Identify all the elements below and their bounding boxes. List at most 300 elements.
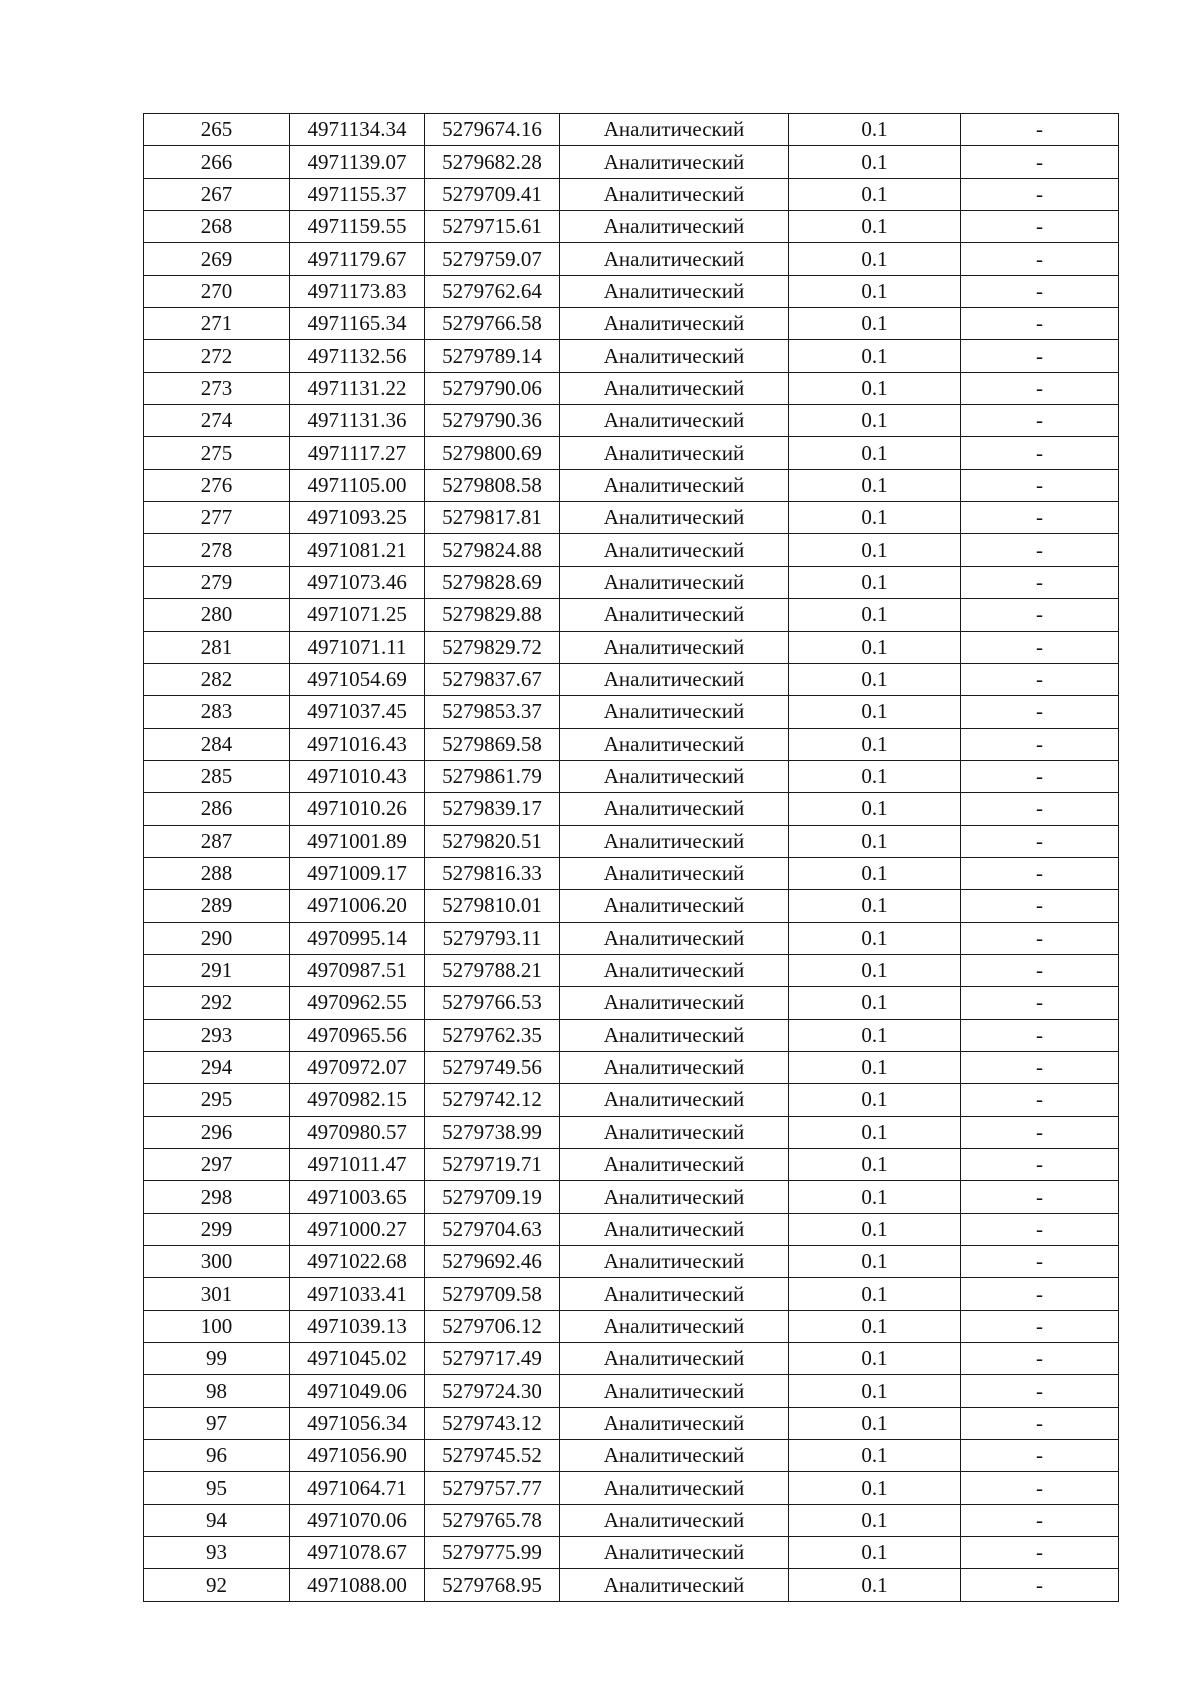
accuracy-cell: 0.1 bbox=[789, 1310, 961, 1342]
x-coordinate-cell: 4971010.26 bbox=[290, 793, 425, 825]
table-row bbox=[144, 631, 1119, 663]
method-cell: Аналитический bbox=[560, 1343, 789, 1375]
accuracy-cell: 0.1 bbox=[789, 1181, 961, 1213]
x-coordinate-cell: 4971088.00 bbox=[290, 1569, 425, 1601]
y-coordinate-cell: 5279869.58 bbox=[425, 728, 560, 760]
point-number-cell: 92 bbox=[144, 1569, 290, 1601]
point-number-cell: 267 bbox=[144, 178, 290, 210]
table-row bbox=[144, 1084, 1119, 1116]
y-coordinate-cell: 5279800.69 bbox=[425, 437, 560, 469]
point-number-cell: 297 bbox=[144, 1149, 290, 1181]
accuracy-cell: 0.1 bbox=[789, 1472, 961, 1504]
y-coordinate-cell: 5279717.49 bbox=[425, 1343, 560, 1375]
y-coordinate-cell: 5279861.79 bbox=[425, 760, 560, 792]
x-coordinate-cell: 4971131.22 bbox=[290, 372, 425, 404]
y-coordinate-cell: 5279790.36 bbox=[425, 405, 560, 437]
point-number-cell: 96 bbox=[144, 1440, 290, 1472]
point-number-cell: 93 bbox=[144, 1537, 290, 1569]
method-cell: Аналитический bbox=[560, 437, 789, 469]
method-cell: Аналитический bbox=[560, 308, 789, 340]
note-cell: - bbox=[961, 405, 1119, 437]
y-coordinate-cell: 5279790.06 bbox=[425, 372, 560, 404]
table-row bbox=[144, 308, 1119, 340]
method-cell: Аналитический bbox=[560, 1084, 789, 1116]
note-cell: - bbox=[961, 275, 1119, 307]
note-cell: - bbox=[961, 211, 1119, 243]
x-coordinate-cell: 4971132.56 bbox=[290, 340, 425, 372]
y-coordinate-cell: 5279808.58 bbox=[425, 469, 560, 501]
y-coordinate-cell: 5279793.11 bbox=[425, 922, 560, 954]
method-cell: Аналитический bbox=[560, 275, 789, 307]
x-coordinate-cell: 4970962.55 bbox=[290, 987, 425, 1019]
note-cell: - bbox=[961, 922, 1119, 954]
y-coordinate-cell: 5279709.41 bbox=[425, 178, 560, 210]
point-number-cell: 279 bbox=[144, 566, 290, 598]
note-cell: - bbox=[961, 890, 1119, 922]
note-cell: - bbox=[961, 1407, 1119, 1439]
method-cell: Аналитический bbox=[560, 599, 789, 631]
x-coordinate-cell: 4971049.06 bbox=[290, 1375, 425, 1407]
note-cell: - bbox=[961, 437, 1119, 469]
y-coordinate-cell: 5279775.99 bbox=[425, 1537, 560, 1569]
table-row bbox=[144, 405, 1119, 437]
method-cell: Аналитический bbox=[560, 405, 789, 437]
x-coordinate-cell: 4971045.02 bbox=[290, 1343, 425, 1375]
point-number-cell: 299 bbox=[144, 1213, 290, 1245]
table-row bbox=[144, 1440, 1119, 1472]
table-row bbox=[144, 1569, 1119, 1601]
table-row bbox=[144, 1213, 1119, 1245]
note-cell: - bbox=[961, 663, 1119, 695]
accuracy-cell: 0.1 bbox=[789, 1504, 961, 1536]
note-cell: - bbox=[961, 308, 1119, 340]
point-number-cell: 295 bbox=[144, 1084, 290, 1116]
note-cell: - bbox=[961, 1116, 1119, 1148]
point-number-cell: 275 bbox=[144, 437, 290, 469]
x-coordinate-cell: 4970965.56 bbox=[290, 1019, 425, 1051]
x-coordinate-cell: 4971117.27 bbox=[290, 437, 425, 469]
note-cell: - bbox=[961, 1440, 1119, 1472]
table-row bbox=[144, 1537, 1119, 1569]
table-row bbox=[144, 954, 1119, 986]
note-cell: - bbox=[961, 1084, 1119, 1116]
method-cell: Аналитический bbox=[560, 1310, 789, 1342]
note-cell: - bbox=[961, 372, 1119, 404]
note-cell: - bbox=[961, 760, 1119, 792]
accuracy-cell: 0.1 bbox=[789, 987, 961, 1019]
accuracy-cell: 0.1 bbox=[789, 437, 961, 469]
y-coordinate-cell: 5279766.53 bbox=[425, 987, 560, 1019]
accuracy-cell: 0.1 bbox=[789, 502, 961, 534]
point-number-cell: 292 bbox=[144, 987, 290, 1019]
method-cell: Аналитический bbox=[560, 857, 789, 889]
note-cell: - bbox=[961, 502, 1119, 534]
y-coordinate-cell: 5279759.07 bbox=[425, 243, 560, 275]
x-coordinate-cell: 4971022.68 bbox=[290, 1246, 425, 1278]
method-cell: Аналитический bbox=[560, 502, 789, 534]
y-coordinate-cell: 5279788.21 bbox=[425, 954, 560, 986]
table-row bbox=[144, 372, 1119, 404]
point-number-cell: 281 bbox=[144, 631, 290, 663]
x-coordinate-cell: 4971056.34 bbox=[290, 1407, 425, 1439]
method-cell: Аналитический bbox=[560, 1213, 789, 1245]
accuracy-cell: 0.1 bbox=[789, 275, 961, 307]
x-coordinate-cell: 4971006.20 bbox=[290, 890, 425, 922]
table-row bbox=[144, 1375, 1119, 1407]
note-cell: - bbox=[961, 1278, 1119, 1310]
accuracy-cell: 0.1 bbox=[789, 308, 961, 340]
accuracy-cell: 0.1 bbox=[789, 1343, 961, 1375]
note-cell: - bbox=[961, 243, 1119, 275]
y-coordinate-cell: 5279810.01 bbox=[425, 890, 560, 922]
point-number-cell: 298 bbox=[144, 1181, 290, 1213]
accuracy-cell: 0.1 bbox=[789, 857, 961, 889]
point-number-cell: 269 bbox=[144, 243, 290, 275]
point-number-cell: 286 bbox=[144, 793, 290, 825]
x-coordinate-cell: 4971081.21 bbox=[290, 534, 425, 566]
accuracy-cell: 0.1 bbox=[789, 954, 961, 986]
x-coordinate-cell: 4971000.27 bbox=[290, 1213, 425, 1245]
coordinates-table-body bbox=[144, 114, 1119, 1602]
method-cell: Аналитический bbox=[560, 1537, 789, 1569]
method-cell: Аналитический bbox=[560, 1149, 789, 1181]
note-cell: - bbox=[961, 793, 1119, 825]
accuracy-cell: 0.1 bbox=[789, 469, 961, 501]
point-number-cell: 272 bbox=[144, 340, 290, 372]
x-coordinate-cell: 4971131.36 bbox=[290, 405, 425, 437]
y-coordinate-cell: 5279762.64 bbox=[425, 275, 560, 307]
method-cell: Аналитический bbox=[560, 728, 789, 760]
accuracy-cell: 0.1 bbox=[789, 1213, 961, 1245]
table-row bbox=[144, 1310, 1119, 1342]
point-number-cell: 97 bbox=[144, 1407, 290, 1439]
accuracy-cell: 0.1 bbox=[789, 211, 961, 243]
x-coordinate-cell: 4971011.47 bbox=[290, 1149, 425, 1181]
table-row bbox=[144, 1051, 1119, 1083]
note-cell: - bbox=[961, 1375, 1119, 1407]
x-coordinate-cell: 4971064.71 bbox=[290, 1472, 425, 1504]
method-cell: Аналитический bbox=[560, 1278, 789, 1310]
point-number-cell: 289 bbox=[144, 890, 290, 922]
method-cell: Аналитический bbox=[560, 663, 789, 695]
point-number-cell: 100 bbox=[144, 1310, 290, 1342]
method-cell: Аналитический bbox=[560, 211, 789, 243]
x-coordinate-cell: 4971037.45 bbox=[290, 696, 425, 728]
y-coordinate-cell: 5279709.19 bbox=[425, 1181, 560, 1213]
method-cell: Аналитический bbox=[560, 1407, 789, 1439]
y-coordinate-cell: 5279743.12 bbox=[425, 1407, 560, 1439]
accuracy-cell: 0.1 bbox=[789, 631, 961, 663]
accuracy-cell: 0.1 bbox=[789, 372, 961, 404]
method-cell: Аналитический bbox=[560, 793, 789, 825]
y-coordinate-cell: 5279766.58 bbox=[425, 308, 560, 340]
table-row bbox=[144, 825, 1119, 857]
table-row bbox=[144, 211, 1119, 243]
note-cell: - bbox=[961, 1310, 1119, 1342]
y-coordinate-cell: 5279839.17 bbox=[425, 793, 560, 825]
point-number-cell: 296 bbox=[144, 1116, 290, 1148]
note-cell: - bbox=[961, 1213, 1119, 1245]
table-row bbox=[144, 987, 1119, 1019]
y-coordinate-cell: 5279829.88 bbox=[425, 599, 560, 631]
accuracy-cell: 0.1 bbox=[789, 728, 961, 760]
x-coordinate-cell: 4971071.25 bbox=[290, 599, 425, 631]
table-row bbox=[144, 663, 1119, 695]
x-coordinate-cell: 4970995.14 bbox=[290, 922, 425, 954]
accuracy-cell: 0.1 bbox=[789, 599, 961, 631]
point-number-cell: 270 bbox=[144, 275, 290, 307]
x-coordinate-cell: 4971056.90 bbox=[290, 1440, 425, 1472]
method-cell: Аналитический bbox=[560, 954, 789, 986]
x-coordinate-cell: 4970972.07 bbox=[290, 1051, 425, 1083]
table-row bbox=[144, 534, 1119, 566]
accuracy-cell: 0.1 bbox=[789, 178, 961, 210]
table-row bbox=[144, 114, 1119, 146]
x-coordinate-cell: 4970980.57 bbox=[290, 1116, 425, 1148]
x-coordinate-cell: 4971165.34 bbox=[290, 308, 425, 340]
y-coordinate-cell: 5279724.30 bbox=[425, 1375, 560, 1407]
point-number-cell: 95 bbox=[144, 1472, 290, 1504]
point-number-cell: 284 bbox=[144, 728, 290, 760]
method-cell: Аналитический bbox=[560, 1051, 789, 1083]
note-cell: - bbox=[961, 340, 1119, 372]
note-cell: - bbox=[961, 178, 1119, 210]
accuracy-cell: 0.1 bbox=[789, 760, 961, 792]
point-number-cell: 288 bbox=[144, 857, 290, 889]
table-row bbox=[144, 340, 1119, 372]
accuracy-cell: 0.1 bbox=[789, 114, 961, 146]
table-row bbox=[144, 1472, 1119, 1504]
table-row bbox=[144, 728, 1119, 760]
y-coordinate-cell: 5279757.77 bbox=[425, 1472, 560, 1504]
method-cell: Аналитический bbox=[560, 372, 789, 404]
method-cell: Аналитический bbox=[560, 1569, 789, 1601]
method-cell: Аналитический bbox=[560, 1181, 789, 1213]
accuracy-cell: 0.1 bbox=[789, 696, 961, 728]
point-number-cell: 282 bbox=[144, 663, 290, 695]
note-cell: - bbox=[961, 954, 1119, 986]
x-coordinate-cell: 4970982.15 bbox=[290, 1084, 425, 1116]
y-coordinate-cell: 5279719.71 bbox=[425, 1149, 560, 1181]
point-number-cell: 293 bbox=[144, 1019, 290, 1051]
method-cell: Аналитический bbox=[560, 114, 789, 146]
x-coordinate-cell: 4971003.65 bbox=[290, 1181, 425, 1213]
method-cell: Аналитический bbox=[560, 696, 789, 728]
y-coordinate-cell: 5279824.88 bbox=[425, 534, 560, 566]
method-cell: Аналитический bbox=[560, 1440, 789, 1472]
point-number-cell: 287 bbox=[144, 825, 290, 857]
accuracy-cell: 0.1 bbox=[789, 793, 961, 825]
x-coordinate-cell: 4971033.41 bbox=[290, 1278, 425, 1310]
note-cell: - bbox=[961, 146, 1119, 178]
point-number-cell: 94 bbox=[144, 1504, 290, 1536]
accuracy-cell: 0.1 bbox=[789, 890, 961, 922]
y-coordinate-cell: 5279738.99 bbox=[425, 1116, 560, 1148]
point-number-cell: 291 bbox=[144, 954, 290, 986]
note-cell: - bbox=[961, 1181, 1119, 1213]
method-cell: Аналитический bbox=[560, 534, 789, 566]
table-row bbox=[144, 566, 1119, 598]
note-cell: - bbox=[961, 696, 1119, 728]
method-cell: Аналитический bbox=[560, 890, 789, 922]
x-coordinate-cell: 4971139.07 bbox=[290, 146, 425, 178]
table-row bbox=[144, 243, 1119, 275]
accuracy-cell: 0.1 bbox=[789, 1375, 961, 1407]
x-coordinate-cell: 4971093.25 bbox=[290, 502, 425, 534]
point-number-cell: 285 bbox=[144, 760, 290, 792]
point-number-cell: 265 bbox=[144, 114, 290, 146]
coordinates-table bbox=[143, 113, 1119, 1602]
y-coordinate-cell: 5279765.78 bbox=[425, 1504, 560, 1536]
y-coordinate-cell: 5279682.28 bbox=[425, 146, 560, 178]
x-coordinate-cell: 4971073.46 bbox=[290, 566, 425, 598]
table-row bbox=[144, 793, 1119, 825]
y-coordinate-cell: 5279745.52 bbox=[425, 1440, 560, 1472]
y-coordinate-cell: 5279828.69 bbox=[425, 566, 560, 598]
table-row bbox=[144, 469, 1119, 501]
point-number-cell: 278 bbox=[144, 534, 290, 566]
method-cell: Аналитический bbox=[560, 987, 789, 1019]
y-coordinate-cell: 5279706.12 bbox=[425, 1310, 560, 1342]
table-row bbox=[144, 146, 1119, 178]
table-row bbox=[144, 275, 1119, 307]
x-coordinate-cell: 4971105.00 bbox=[290, 469, 425, 501]
note-cell: - bbox=[961, 987, 1119, 1019]
note-cell: - bbox=[961, 1246, 1119, 1278]
accuracy-cell: 0.1 bbox=[789, 1019, 961, 1051]
method-cell: Аналитический bbox=[560, 825, 789, 857]
y-coordinate-cell: 5279742.12 bbox=[425, 1084, 560, 1116]
accuracy-cell: 0.1 bbox=[789, 1051, 961, 1083]
accuracy-cell: 0.1 bbox=[789, 146, 961, 178]
note-cell: - bbox=[961, 469, 1119, 501]
y-coordinate-cell: 5279762.35 bbox=[425, 1019, 560, 1051]
note-cell: - bbox=[961, 631, 1119, 663]
point-number-cell: 290 bbox=[144, 922, 290, 954]
method-cell: Аналитический bbox=[560, 566, 789, 598]
point-number-cell: 99 bbox=[144, 1343, 290, 1375]
accuracy-cell: 0.1 bbox=[789, 1569, 961, 1601]
accuracy-cell: 0.1 bbox=[789, 1537, 961, 1569]
method-cell: Аналитический bbox=[560, 1116, 789, 1148]
note-cell: - bbox=[961, 1019, 1119, 1051]
note-cell: - bbox=[961, 566, 1119, 598]
table-row bbox=[144, 178, 1119, 210]
x-coordinate-cell: 4971173.83 bbox=[290, 275, 425, 307]
method-cell: Аналитический bbox=[560, 1504, 789, 1536]
method-cell: Аналитический bbox=[560, 469, 789, 501]
table-row bbox=[144, 760, 1119, 792]
y-coordinate-cell: 5279768.95 bbox=[425, 1569, 560, 1601]
note-cell: - bbox=[961, 1472, 1119, 1504]
method-cell: Аналитический bbox=[560, 1375, 789, 1407]
point-number-cell: 266 bbox=[144, 146, 290, 178]
method-cell: Аналитический bbox=[560, 340, 789, 372]
accuracy-cell: 0.1 bbox=[789, 1440, 961, 1472]
x-coordinate-cell: 4971039.13 bbox=[290, 1310, 425, 1342]
point-number-cell: 283 bbox=[144, 696, 290, 728]
accuracy-cell: 0.1 bbox=[789, 825, 961, 857]
method-cell: Аналитический bbox=[560, 178, 789, 210]
point-number-cell: 271 bbox=[144, 308, 290, 340]
accuracy-cell: 0.1 bbox=[789, 1084, 961, 1116]
table-row bbox=[144, 437, 1119, 469]
y-coordinate-cell: 5279749.56 bbox=[425, 1051, 560, 1083]
y-coordinate-cell: 5279715.61 bbox=[425, 211, 560, 243]
accuracy-cell: 0.1 bbox=[789, 1116, 961, 1148]
y-coordinate-cell: 5279692.46 bbox=[425, 1246, 560, 1278]
point-number-cell: 301 bbox=[144, 1278, 290, 1310]
accuracy-cell: 0.1 bbox=[789, 1149, 961, 1181]
y-coordinate-cell: 5279816.33 bbox=[425, 857, 560, 889]
table-row bbox=[144, 1181, 1119, 1213]
x-coordinate-cell: 4971179.67 bbox=[290, 243, 425, 275]
accuracy-cell: 0.1 bbox=[789, 1246, 961, 1278]
note-cell: - bbox=[961, 728, 1119, 760]
point-number-cell: 273 bbox=[144, 372, 290, 404]
accuracy-cell: 0.1 bbox=[789, 1407, 961, 1439]
point-number-cell: 300 bbox=[144, 1246, 290, 1278]
y-coordinate-cell: 5279853.37 bbox=[425, 696, 560, 728]
table-row bbox=[144, 1246, 1119, 1278]
table-row bbox=[144, 922, 1119, 954]
method-cell: Аналитический bbox=[560, 922, 789, 954]
point-number-cell: 276 bbox=[144, 469, 290, 501]
y-coordinate-cell: 5279820.51 bbox=[425, 825, 560, 857]
x-coordinate-cell: 4970987.51 bbox=[290, 954, 425, 986]
point-number-cell: 98 bbox=[144, 1375, 290, 1407]
note-cell: - bbox=[961, 1149, 1119, 1181]
table-row bbox=[144, 1116, 1119, 1148]
y-coordinate-cell: 5279704.63 bbox=[425, 1213, 560, 1245]
y-coordinate-cell: 5279837.67 bbox=[425, 663, 560, 695]
method-cell: Аналитический bbox=[560, 243, 789, 275]
accuracy-cell: 0.1 bbox=[789, 566, 961, 598]
accuracy-cell: 0.1 bbox=[789, 243, 961, 275]
table-row bbox=[144, 1343, 1119, 1375]
method-cell: Аналитический bbox=[560, 146, 789, 178]
note-cell: - bbox=[961, 599, 1119, 631]
y-coordinate-cell: 5279674.16 bbox=[425, 114, 560, 146]
y-coordinate-cell: 5279829.72 bbox=[425, 631, 560, 663]
table-row bbox=[144, 599, 1119, 631]
method-cell: Аналитический bbox=[560, 1472, 789, 1504]
y-coordinate-cell: 5279789.14 bbox=[425, 340, 560, 372]
table-row bbox=[144, 1149, 1119, 1181]
x-coordinate-cell: 4971009.17 bbox=[290, 857, 425, 889]
method-cell: Аналитический bbox=[560, 1246, 789, 1278]
x-coordinate-cell: 4971001.89 bbox=[290, 825, 425, 857]
accuracy-cell: 0.1 bbox=[789, 1278, 961, 1310]
note-cell: - bbox=[961, 1504, 1119, 1536]
table-row bbox=[144, 1407, 1119, 1439]
note-cell: - bbox=[961, 1569, 1119, 1601]
x-coordinate-cell: 4971078.67 bbox=[290, 1537, 425, 1569]
accuracy-cell: 0.1 bbox=[789, 922, 961, 954]
point-number-cell: 294 bbox=[144, 1051, 290, 1083]
y-coordinate-cell: 5279709.58 bbox=[425, 1278, 560, 1310]
x-coordinate-cell: 4971134.34 bbox=[290, 114, 425, 146]
point-number-cell: 274 bbox=[144, 405, 290, 437]
x-coordinate-cell: 4971155.37 bbox=[290, 178, 425, 210]
point-number-cell: 277 bbox=[144, 502, 290, 534]
accuracy-cell: 0.1 bbox=[789, 663, 961, 695]
x-coordinate-cell: 4971159.55 bbox=[290, 211, 425, 243]
table-row bbox=[144, 696, 1119, 728]
note-cell: - bbox=[961, 534, 1119, 566]
note-cell: - bbox=[961, 1051, 1119, 1083]
table-row bbox=[144, 1504, 1119, 1536]
